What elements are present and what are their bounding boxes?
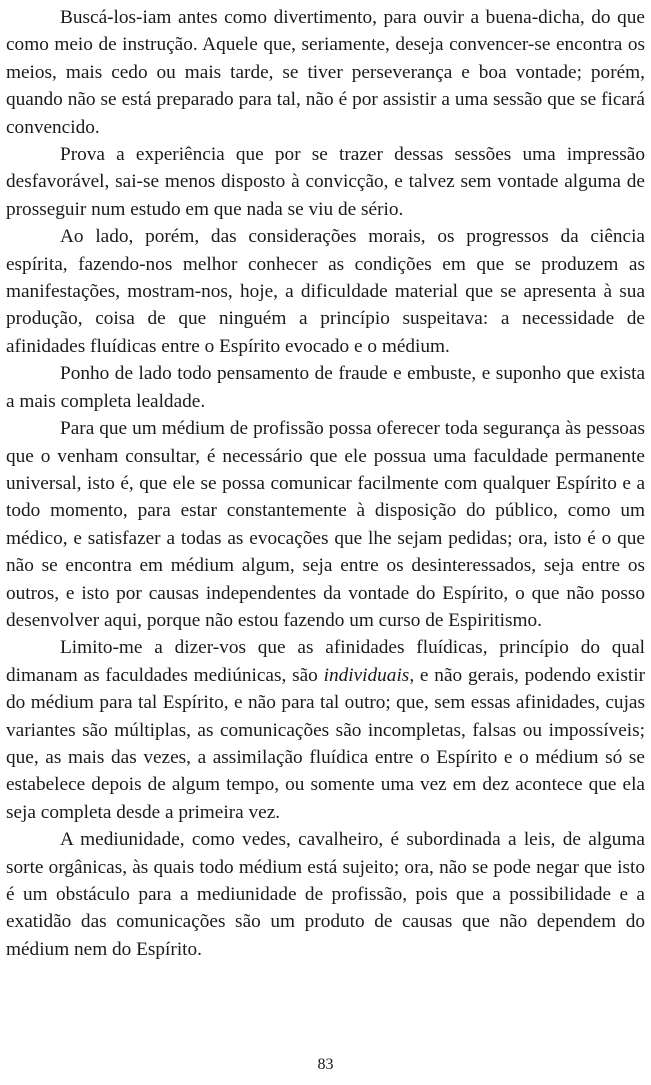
paragraph-6 <box>6 634 645 826</box>
paragraph-6-emphasis: individuais <box>323 664 410 686</box>
paragraph-5: Para que um médium de profissão possa oferecer toda segurança às pessoas que o venham consultar, é necessário que ele possua uma faculdade permanente universal, isto é, que ele se possa comunicar facilmente com qualquer Espírito e a todo momento, para estar constantemente à disposição do público, como um médico, e satisfazer a todas as evocações que lhe sejam pedidas; ora, isto é o que não se encontra em médium algum, seja entre os desinteressados, seja entre os outros, e isto por causas independentes da vontade do Espírito, o que não posso desenvolver aqui, porque não estou fazendo um curso de Espiritismo. <box>6 418 645 631</box>
paragraph-6-before: Limito-me a dizer-vos que as afinidades fluídicas, princípio do qual dimanam as faculdades mediúnicas, são <box>6 637 645 686</box>
paragraph-1: Buscá-los-iam antes como divertimento, para ouvir a buena-dicha, do que como meio de instrução. Aquele que, seriamente, deseja convencer-se encontra os meios, mais cedo ou mais tarde, se tiver perseverança e boa vontade; porém, quando não se está preparado para tal, não é por assistir a uma sessão que se ficará convencido. <box>6 7 645 138</box>
paragraph-6-after: , e não gerais, podendo existir do médium para tal Espírito, e não para tal outro; que, sem essas afinidades, cujas variantes são múltiplas, as comunicações são incompletas, falsas ou impossíveis; que, as mais das vezes, a assimilação fluídica entre o Espírito e o médium só se estabelece depois de algum tempo, ou somente uma vez em dez acontece que ela seja completa desde a primeira vez. <box>6 664 645 823</box>
paragraph-3: Ao lado, porém, das considerações morais, os progressos da ciência espírita, fazendo-nos melhor conhecer as condições em que se produzem as manifestações, mostram-nos, hoje, a dificuldade material que se apresenta à sua produção, coisa de que ninguém a princípio suspeitava: a necessidade de afinidades fluídicas entre o Espírito evocado e o médium. <box>6 226 645 357</box>
paragraph-7: A mediunidade, como vedes, cavalheiro, é subordinada a leis, de alguma sorte orgânicas, às quais todo médium está sujeito; ora, não se pode negar que isto é um obstáculo para a mediunidade de profissão, pois que a possibilidade e a exatidão das comunicações são um produto de causas que não dependem do médium nem do Espírito. <box>6 829 645 960</box>
page-body <box>6 4 645 963</box>
paragraph-2: Prova a experiência que por se trazer dessas sessões uma impressão desfavorável, sai-se menos disposto à convicção, e talvez sem vontade alguma de prosseguir num estudo em que nada se viu de sério. <box>6 144 645 220</box>
page-number: 83 <box>317 1056 334 1073</box>
paragraph-4: Ponho de lado todo pensamento de fraude e embuste, e suponho que exista a mais completa lealdade. <box>6 363 645 412</box>
